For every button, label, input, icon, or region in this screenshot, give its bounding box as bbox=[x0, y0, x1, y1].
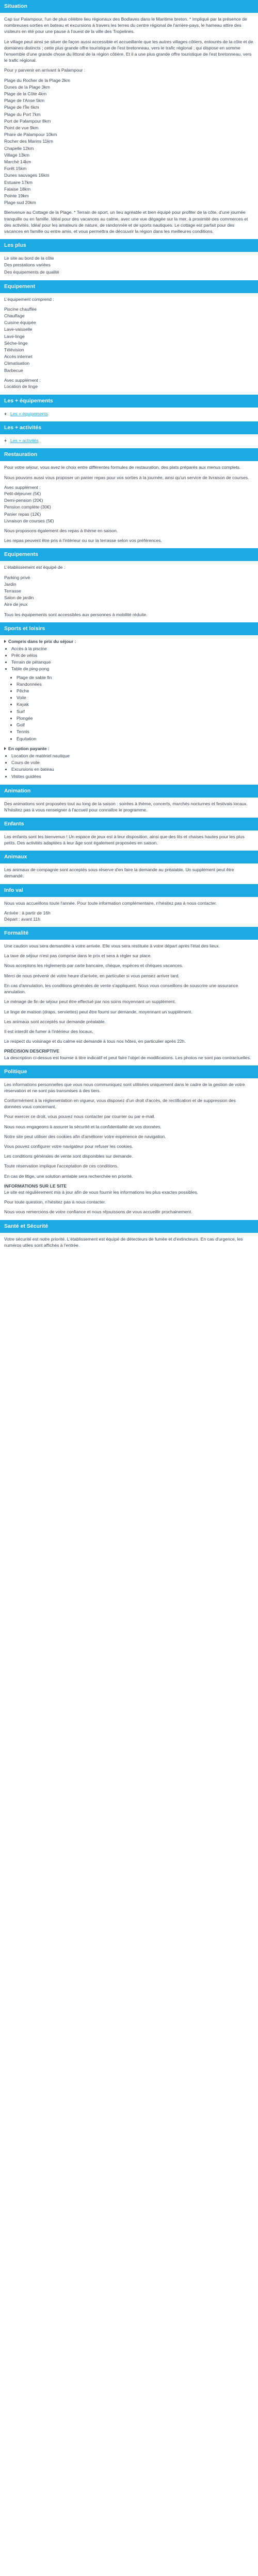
equipement-extra-label: Avec supplément : bbox=[4, 377, 41, 383]
section-sante bbox=[0, 1220, 258, 1253]
enfants-heading: Enfants bbox=[0, 818, 258, 831]
equipement-item: Piscine chauffée bbox=[4, 306, 37, 312]
equipement-item: Sèche-linge bbox=[4, 340, 28, 346]
sports-item: • Accès à la piscine bbox=[11, 646, 254, 652]
politique-paragraph: Les conditions générales de vente sont disponibles sur demande. bbox=[4, 1154, 133, 1159]
plus-icon: + bbox=[4, 438, 7, 444]
equipements-item: Salon de jardin bbox=[4, 595, 34, 601]
section-info bbox=[0, 884, 258, 927]
equipements-item: Jardin bbox=[4, 581, 17, 587]
sante-heading: Santé et Sécurité bbox=[0, 1220, 258, 1233]
sports-sub-item: • Équitation bbox=[17, 736, 254, 742]
animaux-paragraph: Les animaux de compagnie sont acceptés sous réserve d'en faire la demande au préalable. Un supplément peut être demandé. bbox=[4, 867, 234, 879]
equipements-list bbox=[4, 574, 254, 608]
plus-item: Le site au bord de la côte bbox=[4, 256, 54, 261]
situation-closing: Bienvenue au Cottage de la Plage. * Terrain de sport, un lieu agréable et bien équipé pour profiter de la côte, d'une journée tranquille ou en famille. Idéal pour des vacances au calme, avec une vue dégagée sur la mer, à proximité des commerces et des activités. Idéal pour les amateurs de nature, de randonnée et de sports nautiques. Le cottage est parfait pour des vacances en famille ou entre amis, et vous permettra de découvrir la région dans les meilleures conditions. bbox=[4, 210, 248, 234]
equipement-list bbox=[4, 306, 254, 374]
animaux-heading: Animaux bbox=[0, 851, 258, 863]
situation-paragraph: Le village peut ainsi se situer de façon aussi accessible et accueillante que les autres villages côtiers, entourés de la côte et de domaines distincts ; cette plus grande offre touristique de l'est bretonneau, vers le trafic régional ; qui dispose en somme l'ensemble d'une grande chose du littoral de la région côtière. Et il a une plus grande offre touristique de l'est bretonneau, vers le trafic régional. bbox=[4, 39, 253, 63]
restauration-paragraph: Nous pouvons aussi vous proposer un panier repas pour vos sorties à la journée, ainsi qu'un service de livraison de courses. bbox=[4, 474, 249, 480]
equipement-item: Chauffage bbox=[4, 313, 25, 319]
equipement-item: Lave-vaisselle bbox=[4, 327, 33, 332]
section-restauration bbox=[0, 448, 258, 548]
place-item: Chapelle 12km bbox=[4, 145, 34, 151]
sports-sub-item: • Surf bbox=[17, 708, 254, 715]
place-item: Estuaire 17km bbox=[4, 179, 33, 185]
equipement-item: Barbecue bbox=[4, 367, 23, 373]
formalite-paragraph: Le respect du voisinage et du calme est demandé à tous nos hôtes, en particulier après 22h. bbox=[4, 1039, 186, 1044]
animation-paragraph: Des animations sont proposées tout au long de la saison : soirées à thème, concerts, marchés nocturnes et festivals locaux. N'hésitez pas à vous renseigner à l'accueil pour connaître le programme. bbox=[4, 801, 248, 812]
equipement-extra-list bbox=[4, 383, 254, 389]
politique-paragraph: Pour exercer ce droit, vous pouvez nous contacter par courrier ou par e-mail. bbox=[4, 1114, 155, 1120]
restauration-paragraph: Pour votre séjour, vous avez le choix entre différentes formules de restauration, des plats préparés aux menus complets. bbox=[4, 465, 241, 470]
plus-equipements-heading: Les + équipements bbox=[0, 395, 258, 408]
sports-options-text: En option payante : bbox=[8, 745, 50, 751]
politique-paragraph: Vous pouvez configurer votre navigateur pour refuser les cookies. bbox=[4, 1144, 133, 1149]
restauration-heading: Restauration bbox=[0, 448, 258, 461]
section-formalite bbox=[0, 927, 258, 1065]
politique-paragraph: Nous nous engageons à assurer la sécurité et la confidentialité de vos données. bbox=[4, 1124, 162, 1129]
sports-sub-list bbox=[4, 674, 254, 742]
restauration-item: Livraison de courses (5€) bbox=[4, 518, 54, 523]
equipements-item: Terrasse bbox=[4, 588, 21, 594]
formalite-paragraph: Le linge de maison (draps, serviettes) peut être fourni sur demande, moyennant un supplément. bbox=[4, 1009, 192, 1014]
politique-paragraph: Conformément à la réglementation en vigueur, vous disposez d'un droit d'accès, de rectification et de suppression des données vous concernant. bbox=[4, 1098, 236, 1110]
equipement-item: Accès internet bbox=[4, 354, 33, 360]
restauration-item: Petit-déjeuner (5€) bbox=[4, 491, 41, 496]
place-item: Dunes sauvages 16km bbox=[4, 173, 50, 178]
plus-activites-heading: Les + activités bbox=[0, 421, 258, 434]
sports-option-item: • Location de matériel nautique bbox=[11, 753, 254, 759]
sports-option-item: • Excursions en bateau bbox=[11, 766, 254, 772]
situation-paragraph: Pour y parvenir en arrivant à Palampour : bbox=[4, 67, 86, 73]
politique-paragraph: Les informations personnelles que vous nous communiquez sont utilisées uniquement dans le cadre de la gestion de votre réservation et ne sont pas transmises à des tiers. bbox=[4, 1081, 245, 1093]
info-line: Arrivée : à partir de 16h bbox=[4, 910, 51, 916]
sports-sub-item: • Plage de sable fin bbox=[17, 674, 254, 681]
arrow-right-icon bbox=[4, 640, 6, 643]
sports-nearby-text: Compris dans le prix du séjour : bbox=[8, 638, 76, 644]
restauration-item: Panier repas (12€) bbox=[4, 511, 41, 517]
info-paragraph: Nous vous accueillons toute l'année. Pour toute information complémentaire, n'hésitez pas à nous contacter. bbox=[4, 900, 217, 906]
sports-item: • Terrain de pétanque bbox=[11, 659, 254, 665]
restauration-paragraph: Nous proposons également des repas à thème en saison. bbox=[4, 528, 118, 534]
equipements-note: Tous les équipements sont accessibles aux personnes à mobilité réduite. bbox=[4, 612, 148, 617]
place-item: Plage du Rocher de la Plage 2km bbox=[4, 77, 71, 83]
place-item: Pointe 19km bbox=[4, 193, 29, 198]
place-item: Dunes de la Plage 3km bbox=[4, 84, 50, 90]
restauration-paragraph: Les repas peuvent être pris à l'intérieur ou sur la terrasse selon vos préférences. bbox=[4, 538, 162, 544]
equipements-item: Parking privé bbox=[4, 574, 30, 580]
place-item: Point de vue 9km bbox=[4, 125, 39, 130]
info-site-label: INFORMATIONS SUR LE SITE bbox=[4, 1183, 67, 1189]
equipement-item: Télévision bbox=[4, 347, 24, 353]
place-item: Village 13km bbox=[4, 152, 30, 158]
restauration-item: Demi-pension (20€) bbox=[4, 498, 43, 503]
section-animation bbox=[0, 785, 258, 818]
place-item: Falaise 18km bbox=[4, 186, 31, 192]
sports-sub-item: • Kayak bbox=[17, 701, 254, 707]
place-item: Plage sud 20km bbox=[4, 200, 36, 206]
equipement-heading: Equipement bbox=[0, 280, 258, 293]
restauration-list-label: Avec supplément : bbox=[4, 484, 41, 490]
page bbox=[0, 0, 258, 1253]
formalite-paragraph: Il est interdit de fumer à l'intérieur des locaux. bbox=[4, 1028, 93, 1034]
politique-paragraph: Toute réservation implique l'acceptation de ces conditions. bbox=[4, 1163, 119, 1169]
formalite-paragraph: Nous acceptons les règlements par carte bancaire, chèque, espèces et chèques vacances. bbox=[4, 963, 183, 969]
enfants-paragraph: Les enfants sont les bienvenus ! Un espace de jeux est à leur disposition, ainsi que des lits et chaises hautes pour les plus petits. Des activités adaptées à leur âge sont également proposées en saison. bbox=[4, 834, 245, 846]
section-equipement bbox=[0, 280, 258, 395]
politique-heading: Politique bbox=[0, 1065, 258, 1078]
section-situation bbox=[0, 0, 258, 239]
sports-sub-item: • Golf bbox=[17, 722, 254, 728]
formalite-paragraph: Une caution vous sera demandée à votre arrivée. Elle vous sera restituée à votre départ après l'état des lieux. bbox=[4, 943, 220, 949]
plus-list bbox=[4, 255, 254, 275]
formalite-paragraph: La taxe de séjour n'est pas comprise dans le prix et sera à régler sur place. bbox=[4, 953, 152, 959]
sports-heading: Sports et loisirs bbox=[0, 622, 258, 635]
info-heading: Info val bbox=[0, 884, 258, 897]
place-item: Rocher des Marins 11km bbox=[4, 139, 53, 144]
plus-icon: + bbox=[4, 411, 7, 417]
plus-item: Des prestations variées bbox=[4, 262, 51, 268]
politique-paragraph: Notre site peut utiliser des cookies afin d'améliorer votre expérience de navigation. bbox=[4, 1133, 166, 1139]
section-plus-equipements bbox=[0, 395, 258, 421]
sports-nearby-label bbox=[4, 638, 254, 645]
place-item: Marché 14km bbox=[4, 159, 31, 164]
precisions-label: PRÉCISION DESCRIPTIVE bbox=[4, 1048, 59, 1054]
arrow-right-icon bbox=[4, 747, 6, 750]
restauration-list bbox=[4, 490, 254, 524]
formalite-paragraph: En cas d'annulation, les conditions générales de vente s'appliquent. Nous vous conseillons de souscrire une assurance annulation. bbox=[4, 982, 238, 995]
formalite-heading: Formalité bbox=[0, 927, 258, 940]
plus-heading: Les plus bbox=[0, 239, 258, 252]
sports-sub-item: • Randonnées bbox=[17, 681, 254, 687]
equipements-heading: Equipements bbox=[0, 548, 258, 561]
info-site-paragraph: Le site est régulièrement mis à jour afin de vous fournir les informations les plus exactes possibles. bbox=[4, 1190, 198, 1195]
sports-sub-item: • Tennis bbox=[17, 728, 254, 735]
sports-item: • Table de ping-pong bbox=[11, 666, 254, 672]
info-line: Départ : avant 11h bbox=[4, 916, 41, 922]
sports-sub-item: • Voile bbox=[17, 694, 254, 701]
section-equipements bbox=[0, 548, 258, 622]
places-list bbox=[4, 77, 254, 206]
section-animaux bbox=[0, 851, 258, 884]
animation-heading: Animation bbox=[0, 785, 258, 798]
equipement-intro: L'équipement comprend : bbox=[4, 296, 54, 302]
section-plus bbox=[0, 239, 258, 280]
section-plus-activites bbox=[0, 421, 258, 448]
formalite-paragraph: Les animaux sont acceptés sur demande préalable. bbox=[4, 1019, 106, 1024]
info-site-paragraph: Pour toute question, n'hésitez pas à nous contacter. bbox=[4, 1199, 106, 1205]
plus-equipements-link[interactable]: Les + équipements bbox=[10, 411, 48, 417]
situation-heading: Situation bbox=[0, 0, 258, 13]
sports-sub-item: • Pêche bbox=[17, 688, 254, 694]
place-item: Plage de l'Anse 5km bbox=[4, 98, 45, 104]
restauration-item: Pension complète (30€) bbox=[4, 504, 51, 510]
equipement-item: Climatisation bbox=[4, 361, 30, 366]
formalite-paragraph: Le ménage de fin de séjour peut être effectué par nos soins moyennant un supplément. bbox=[4, 999, 176, 1005]
sports-item: • Prêt de vélos bbox=[11, 652, 254, 658]
situation-paragraph: Cap sur Palampour, l'un de plus célèbre lieu régionaux des Bodlaves dans le Maritime breton. * Impliqué par la présence de nombreuses sorties en bateau et excursions à travers les terres du centre régional de l'arrière-pays, le hameau attire des visiteurs en été pour une pause à l'ouest de la ville des Tropelines. bbox=[4, 16, 247, 35]
place-item: Phare de Palampour 10km bbox=[4, 132, 57, 138]
place-item: Plage de la Côte 4km bbox=[4, 91, 47, 96]
politique-footer: Nous vous remercions de votre confiance et nous réjouissons de vous accueillir prochainement. bbox=[4, 1209, 192, 1215]
sports-options-label bbox=[4, 745, 254, 752]
section-politique bbox=[0, 1065, 258, 1220]
place-item: Port de Palampour 8km bbox=[4, 118, 51, 124]
plus-activites-link[interactable]: Les + activités bbox=[10, 438, 39, 444]
place-item: Plage du Port 7km bbox=[4, 111, 41, 117]
sports-option-item: • Cours de voile bbox=[11, 759, 254, 766]
formalite-paragraph: Merci de nous prévenir de votre heure d'arrivée, en particulier si vous pensez arriver tard. bbox=[4, 973, 180, 978]
equipement-item: Lave-linge bbox=[4, 333, 25, 339]
section-enfants bbox=[0, 818, 258, 851]
precisions-paragraph: La description ci-dessus est fournie à titre indicatif et peut faire l'objet de modifications. Les photos ne sont pas contractuelles. bbox=[4, 1055, 251, 1060]
section-sports bbox=[0, 622, 258, 785]
equipements-item: Aire de jeux bbox=[4, 602, 28, 607]
place-item: Plage de l'Île 6km bbox=[4, 105, 39, 110]
sports-option-item: • Visites guidées bbox=[11, 773, 254, 779]
sports-options-list bbox=[4, 753, 254, 779]
equipements-paragraph: L'établissement est équipé de : bbox=[4, 565, 66, 570]
sports-nearby-list bbox=[4, 646, 254, 672]
equipement-item: Cuisine équipée bbox=[4, 320, 36, 326]
place-item: Forêt 15km bbox=[4, 166, 27, 172]
sante-paragraph: Votre sécurité est notre priorité. L'établissement est équipé de détecteurs de fumée et d'extincteurs. En cas d'urgence, les numéros utiles sont affichés à l'entrée. bbox=[4, 1236, 243, 1248]
sports-sub-item: • Plongée bbox=[17, 715, 254, 721]
plus-item: Des équipements de qualité bbox=[4, 269, 59, 275]
equipement-extra-item: Location de linge bbox=[4, 384, 38, 389]
politique-paragraph: En cas de litige, une solution amiable sera recherchée en priorité. bbox=[4, 1173, 133, 1179]
